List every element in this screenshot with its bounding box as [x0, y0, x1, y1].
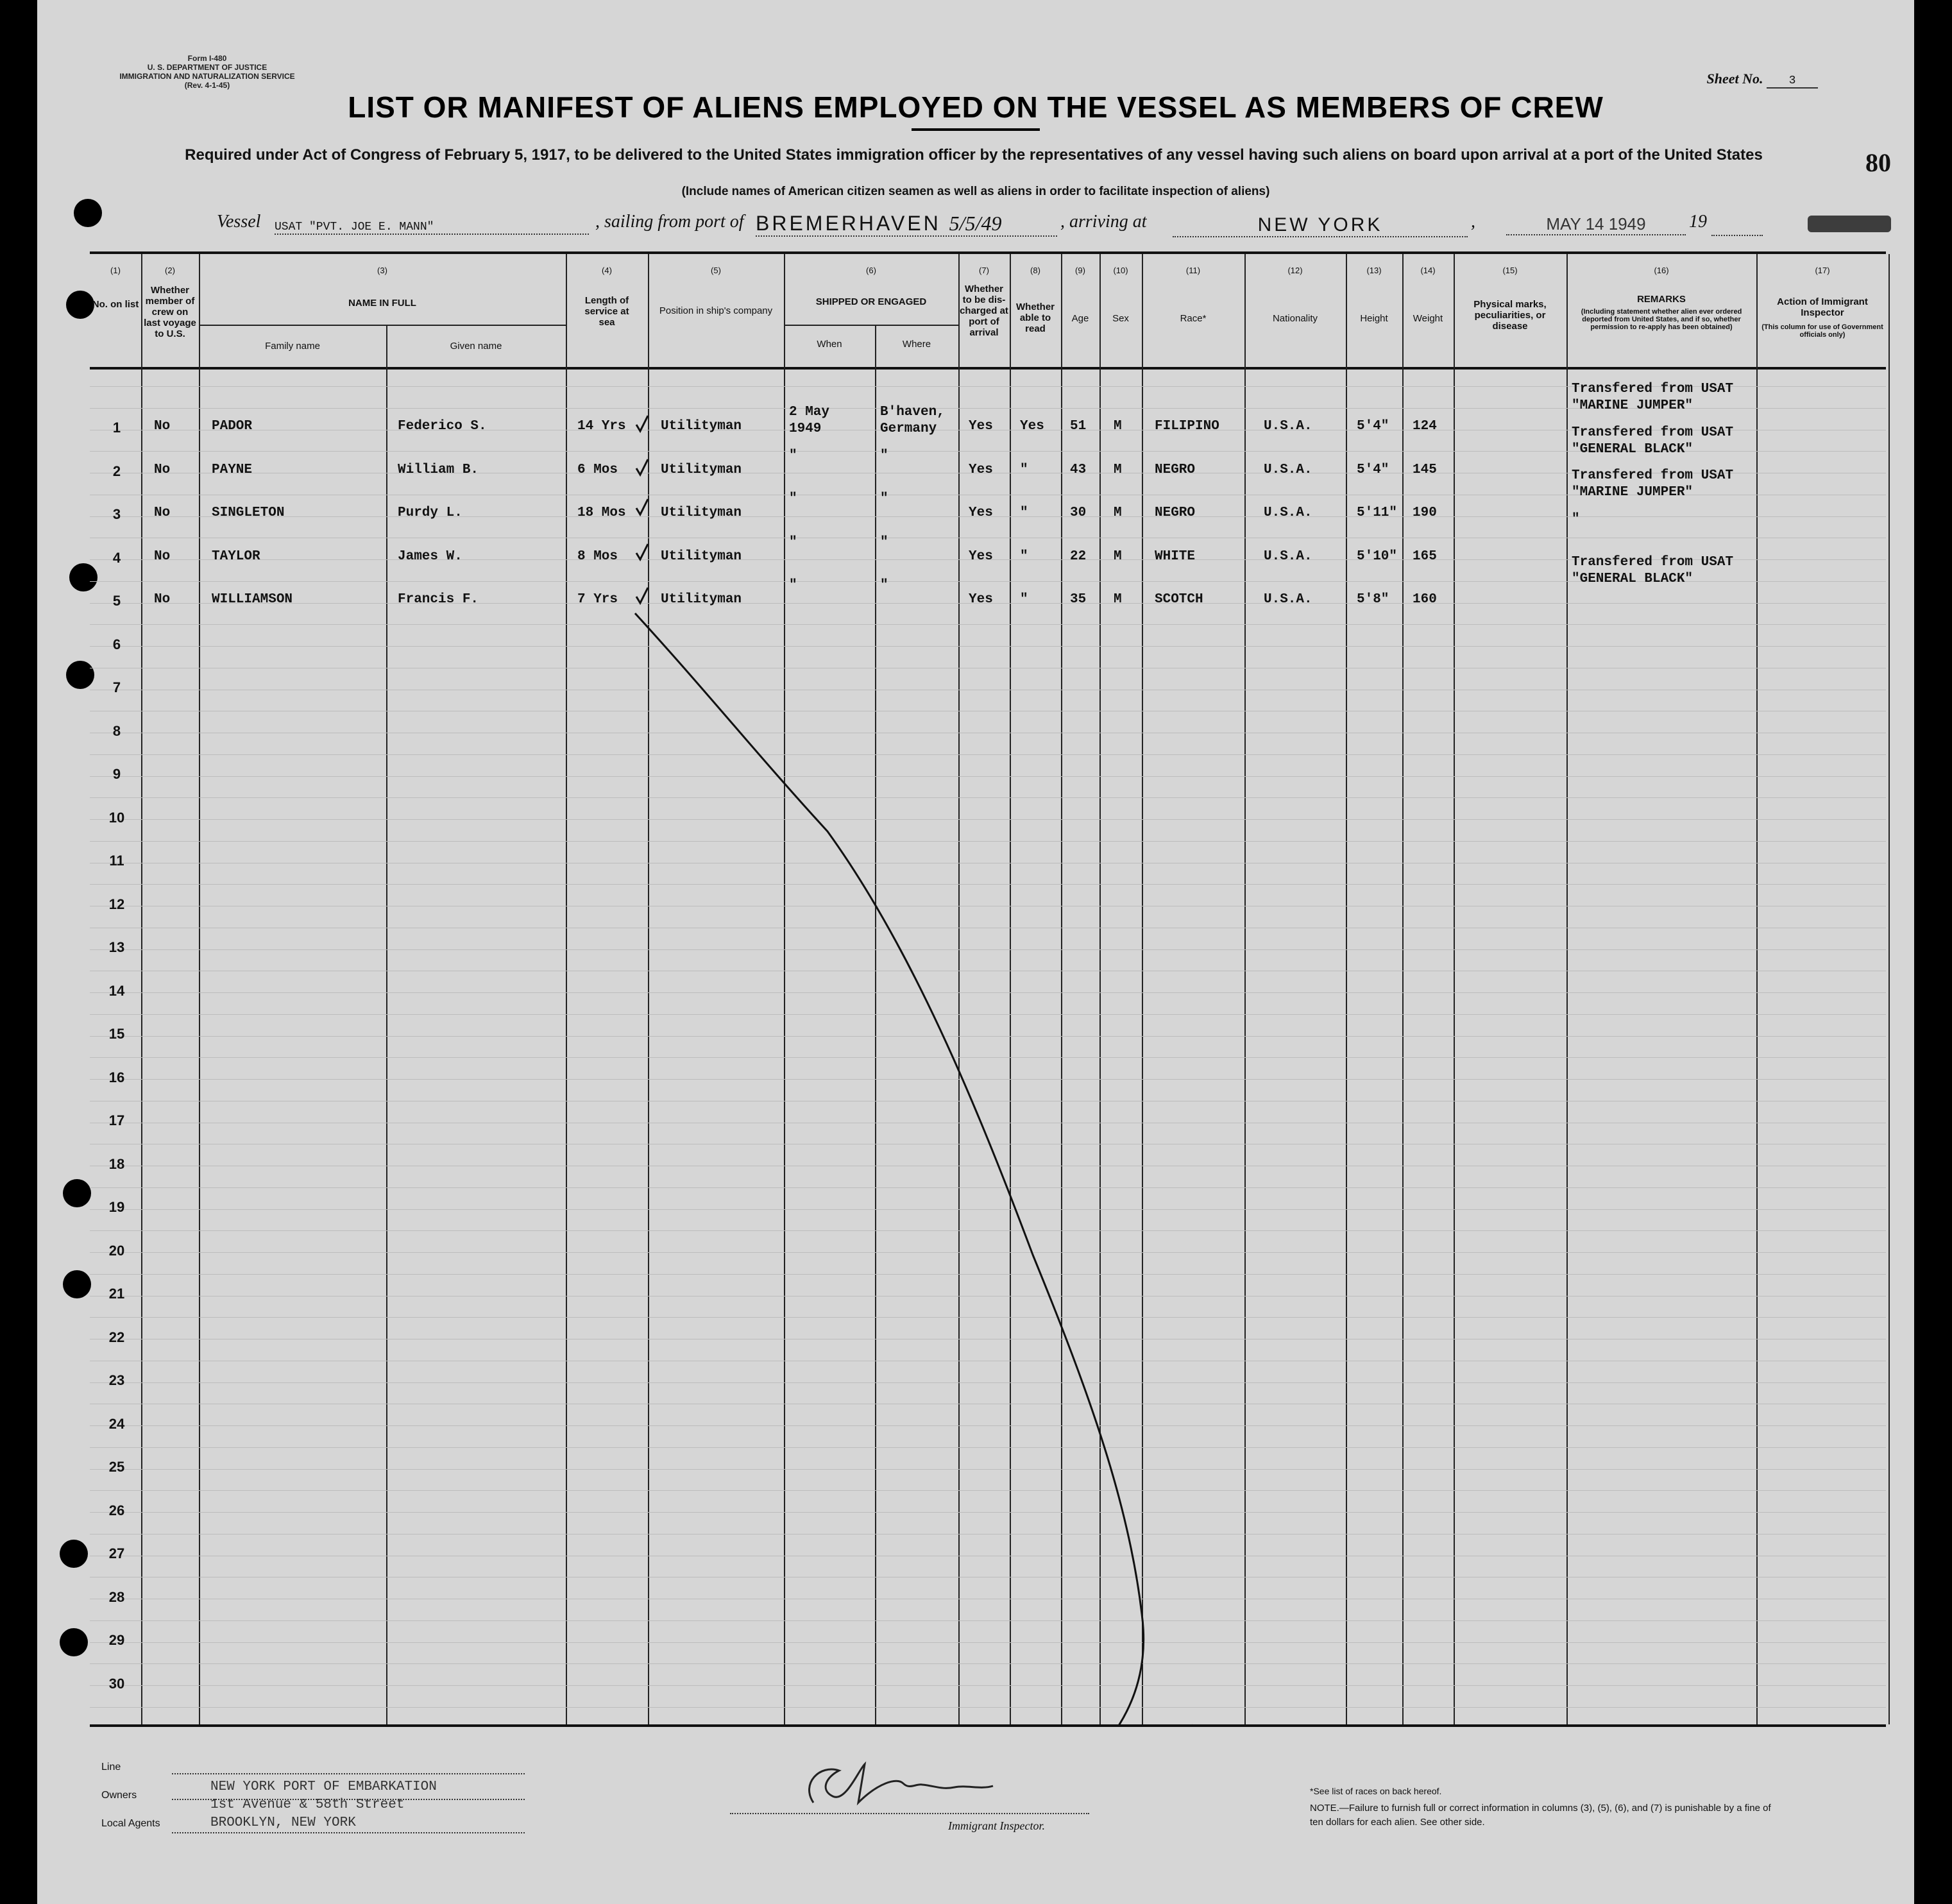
hdr-prev-voyage: Whether member of crew on last voyage to U.S.	[144, 285, 196, 339]
col-num-7: (7)	[979, 266, 989, 275]
form-id-block	[105, 54, 310, 90]
title-underline	[912, 128, 1040, 131]
cell-height: 5'8"	[1357, 592, 1389, 607]
col-num-11: (11)	[1185, 266, 1201, 275]
redaction-mark	[1808, 216, 1891, 232]
line-number: 3	[112, 506, 121, 522]
cell-service: 8 Mos	[577, 548, 618, 564]
comma: ,	[1471, 212, 1475, 232]
hdr-family-name: Family name	[265, 341, 320, 352]
hdr-no-on-list: No. on list	[92, 299, 139, 310]
cell-race: NEGRO	[1155, 506, 1196, 520]
hdr-remarks: REMARKS	[1637, 294, 1686, 305]
col-num-6: (6)	[866, 266, 876, 275]
cell-where: "	[880, 491, 888, 506]
cell-family: PAYNE	[212, 462, 253, 477]
line-number: 5	[112, 593, 121, 609]
col-num-13: (13)	[1366, 266, 1382, 275]
cell-read: "	[1020, 506, 1028, 520]
sailing-label: , sailing from port of	[595, 212, 744, 232]
form-service: IMMIGRATION AND NATURALIZATION SERVICE	[119, 72, 295, 81]
year-label: 19	[1689, 212, 1707, 232]
cell-discharge: Yes	[969, 592, 993, 607]
line-number: 13	[108, 939, 125, 955]
line-number: 21	[108, 1286, 125, 1302]
form-number: Form I-480	[187, 54, 227, 63]
col-num-14: (14)	[1420, 266, 1436, 275]
cell-family: WILLIAMSON	[212, 592, 293, 607]
hdr-age: Age	[1071, 313, 1089, 324]
cell-remarks: Transfered from USAT "GENERAL BLACK"	[1572, 555, 1734, 586]
col-num-17: (17)	[1815, 266, 1830, 275]
inspector-blank	[730, 1813, 1089, 1814]
column-rule	[1888, 254, 1890, 1724]
line-number: 22	[108, 1329, 125, 1345]
hdr-position: Position in ship's company	[659, 305, 773, 316]
cell-race: WHITE	[1155, 548, 1196, 564]
punch-hole	[63, 1179, 91, 1207]
cell-service: 7 Yrs	[577, 592, 618, 607]
cell-remarks: "	[1572, 511, 1580, 527]
hdr-nationality: Nationality	[1272, 313, 1318, 324]
line-number: 17	[108, 1112, 125, 1128]
col-num-2: (2)	[165, 266, 175, 275]
cell-discharge: Yes	[969, 506, 993, 520]
line-number: 26	[108, 1502, 125, 1518]
cell-height: 5'4"	[1357, 462, 1389, 477]
page-title: LIST OR MANIFEST OF ALIENS EMPLOYED ON THE VESSEL AS MEMBERS OF CREW	[348, 90, 1604, 124]
cell-age: 30	[1070, 506, 1087, 520]
col-num-5: (5)	[711, 266, 721, 275]
cell-where: "	[880, 534, 888, 550]
punch-hole	[63, 1270, 91, 1298]
line-number: 28	[108, 1588, 125, 1605]
footer-agents-blank	[172, 1832, 525, 1833]
crew-table	[90, 251, 1886, 1727]
include-note: (Include names of American citizen seamen as well as aliens in order to facilitate inspection of aliens)	[681, 185, 1270, 198]
cell-discharge: Yes	[969, 548, 993, 564]
line-number: 20	[108, 1242, 125, 1259]
line-number: 7	[112, 679, 121, 695]
line-number: 1	[112, 420, 121, 436]
year-blank	[1711, 235, 1763, 236]
line-number: 27	[108, 1545, 125, 1561]
cell-weight: 124	[1413, 419, 1437, 434]
cell-prev: No	[154, 592, 171, 607]
hdr-shipped-or-engaged: SHIPPED OR ENGAGED	[815, 296, 927, 307]
col-num-16: (16)	[1654, 266, 1669, 275]
cell-when: "	[789, 578, 797, 593]
line-number: 14	[108, 982, 125, 999]
hdr-able-to-read: Whether able to read	[1016, 302, 1055, 334]
cell-position: Utilityman	[661, 548, 742, 564]
cell-service: 6 Mos	[577, 462, 618, 477]
line-number: 19	[108, 1199, 125, 1215]
agents-city: BROOKLYN, NEW YORK	[210, 1815, 356, 1830]
line-number: 30	[108, 1675, 125, 1692]
col-num-3: (3)	[377, 266, 387, 275]
vessel-name: USAT "PVT. JOE E. MANN"	[275, 221, 589, 235]
cell-read: Yes	[1020, 419, 1044, 434]
line-number: 10	[108, 809, 125, 826]
hdr-weight: Weight	[1413, 313, 1443, 324]
fine-note: NOTE.—Failure to furnish full or correct information in columns (3), (5), (6), and (7) is punishable by a fine of ten dollars for each alien. See other side.	[1310, 1803, 1771, 1828]
hdr-race: Race*	[1180, 313, 1207, 324]
footer-owners-blank	[172, 1799, 525, 1800]
hdr-remarks-note: (Including statement whether alien ever ordered deported from United States, and if so, whether permission to re-apply has been obtained)	[1581, 308, 1742, 331]
cell-nationality: U.S.A.	[1264, 419, 1312, 434]
cell-family: SINGLETON	[212, 506, 285, 520]
footer-owners-label: Owners	[101, 1790, 137, 1801]
cell-weight: 145	[1413, 462, 1437, 477]
line-number: 12	[108, 896, 125, 912]
page-number: 80	[1865, 148, 1891, 177]
col-num-12: (12)	[1287, 266, 1303, 275]
sheet-number-value: 3	[1767, 74, 1818, 89]
line-number: 24	[108, 1415, 125, 1432]
cell-race: SCOTCH	[1155, 592, 1203, 607]
cell-weight: 190	[1413, 506, 1437, 520]
cell-given: Francis F.	[398, 592, 479, 607]
cell-age: 35	[1070, 592, 1087, 607]
cell-service: 18 Mos	[577, 506, 626, 520]
manifest-sheet	[37, 0, 1914, 1904]
inspector-label: Immigrant Inspector.	[948, 1819, 1045, 1832]
cell-weight: 160	[1413, 592, 1437, 607]
cell-service: 14 Yrs	[577, 419, 626, 434]
cell-when: 2 May 1949	[789, 405, 830, 436]
hdr-physical-marks: Physical marks, peculiarities, or disease	[1473, 299, 1547, 332]
line-number: 11	[109, 853, 124, 869]
cell-sex: M	[1114, 592, 1122, 607]
cell-family: TAYLOR	[212, 548, 260, 564]
hdr-given-name: Given name	[450, 341, 502, 352]
cell-discharge: Yes	[969, 462, 993, 477]
cell-prev: No	[154, 419, 171, 434]
arriving-label: , arriving at	[1060, 212, 1147, 232]
line-number: 29	[108, 1632, 125, 1648]
cell-height: 5'10"	[1357, 548, 1398, 564]
hdr-when: When	[817, 339, 842, 350]
cell-position: Utilityman	[661, 462, 742, 477]
cell-age: 51	[1070, 419, 1087, 434]
owners-address: 1st Avenue & 58th Street	[210, 1798, 405, 1812]
line-number: 2	[112, 463, 121, 479]
line-number: 15	[108, 1026, 125, 1042]
cell-prev: No	[154, 462, 171, 477]
cell-when: "	[789, 448, 797, 463]
footer-line-blank	[172, 1773, 525, 1774]
cell-read: "	[1020, 462, 1028, 477]
cell-race: FILIPINO	[1155, 419, 1219, 434]
line-number: 8	[112, 722, 121, 739]
check-marks	[636, 416, 648, 603]
line-number: 16	[108, 1069, 125, 1085]
cell-read: "	[1020, 548, 1028, 564]
cell-remarks: Transfered from USAT "MARINE JUMPER"	[1572, 382, 1734, 413]
punch-hole	[74, 199, 102, 227]
cell-height: 5'4"	[1357, 419, 1389, 434]
cell-given: Federico S.	[398, 419, 487, 434]
hdr-inspector-note: (This column for use of Government officials only)	[1761, 323, 1883, 339]
hdr-length-of-service: Length of service at sea	[584, 295, 629, 328]
line-number: 23	[108, 1372, 125, 1388]
hdr-discharged: Whether to be dis-charged at port of arrival	[960, 284, 1008, 338]
cell-age: 43	[1070, 462, 1087, 477]
hdr-name-in-full: NAME IN FULL	[348, 298, 416, 309]
col-num-1: (1)	[110, 266, 121, 275]
line-number: 6	[112, 636, 121, 652]
col-num-8: (8)	[1030, 266, 1040, 275]
sailing-port: BREMERHAVEN	[756, 212, 941, 235]
cell-position: Utilityman	[661, 592, 742, 607]
date-stamp: MAY 14 1949	[1506, 214, 1686, 235]
cell-race: NEGRO	[1155, 462, 1196, 477]
cell-sex: M	[1114, 548, 1122, 564]
cell-nationality: U.S.A.	[1264, 548, 1312, 564]
cell-family: PADOR	[212, 419, 253, 434]
cell-position: Utilityman	[661, 506, 742, 520]
footer-agents-label: Local Agents	[101, 1818, 160, 1829]
cell-when: "	[789, 491, 797, 506]
sailing-date: 5/5/49	[949, 212, 1002, 235]
hdr-sex: Sex	[1112, 313, 1129, 324]
cell-remarks: Transfered from USAT "MARINE JUMPER"	[1572, 468, 1734, 500]
hdr-where: Where	[902, 339, 931, 350]
cell-where: "	[880, 578, 888, 593]
cell-nationality: U.S.A.	[1264, 592, 1312, 607]
vessel-label: Vessel	[217, 212, 261, 232]
title-block	[37, 90, 1914, 131]
cell-prev: No	[154, 506, 171, 520]
cell-nationality: U.S.A.	[1264, 506, 1312, 520]
cell-where: B'haven, Germany	[880, 405, 945, 436]
owners-name: NEW YORK PORT OF EMBARKATION	[210, 1780, 437, 1794]
form-revision: (Rev. 4-1-45)	[184, 81, 230, 90]
cell-discharge: Yes	[969, 419, 993, 434]
inspector-signature	[788, 1745, 1019, 1822]
arriving-port: NEW YORK	[1173, 214, 1468, 237]
col-num-9: (9)	[1075, 266, 1085, 275]
cell-position: Utilityman	[661, 419, 742, 434]
cell-sex: M	[1114, 462, 1122, 477]
cell-prev: No	[154, 548, 171, 564]
footer-line-label: Line	[101, 1762, 121, 1772]
col-num-4: (4)	[602, 266, 612, 275]
cell-when: "	[789, 534, 797, 550]
cell-nationality: U.S.A.	[1264, 462, 1312, 477]
pen-marks	[90, 254, 1886, 1724]
cell-given: James W.	[398, 548, 463, 564]
col-num-10: (10)	[1113, 266, 1128, 275]
requirement-text: Required under Act of Congress of February 5, 1917, to be delivered to the United States immigration officer by the representatives of any vessel having such aliens on board upon arrival at a port of the United States	[185, 146, 1763, 164]
strike-through-line	[635, 613, 1193, 1724]
punch-hole	[60, 1540, 88, 1568]
sheet-number: Sheet No. 3	[1707, 71, 1819, 89]
line-number: 25	[108, 1459, 125, 1475]
cell-where: "	[880, 448, 888, 463]
cell-weight: 165	[1413, 548, 1437, 564]
hdr-height: Height	[1360, 313, 1388, 324]
line-number: 9	[112, 766, 121, 782]
hdr-inspector-action: Action of Immigrant Inspector	[1777, 296, 1868, 318]
cell-height: 5'11"	[1357, 506, 1398, 520]
cell-given: William B.	[398, 462, 479, 477]
races-note: *See list of races on back hereof.	[1310, 1786, 1442, 1796]
cell-given: Purdy L.	[398, 506, 463, 520]
cell-remarks: Transfered from USAT "GENERAL BLACK"	[1572, 425, 1734, 457]
cell-age: 22	[1070, 548, 1087, 564]
cell-sex: M	[1114, 506, 1122, 520]
cell-read: "	[1020, 592, 1028, 607]
form-department: U. S. DEPARTMENT OF JUSTICE	[147, 63, 267, 72]
cell-sex: M	[1114, 419, 1122, 434]
punch-hole	[60, 1628, 88, 1656]
line-number: 4	[112, 549, 121, 566]
sailing-port-field	[756, 212, 1057, 237]
line-number: 18	[108, 1155, 125, 1172]
col-num-15: (15)	[1502, 266, 1518, 275]
